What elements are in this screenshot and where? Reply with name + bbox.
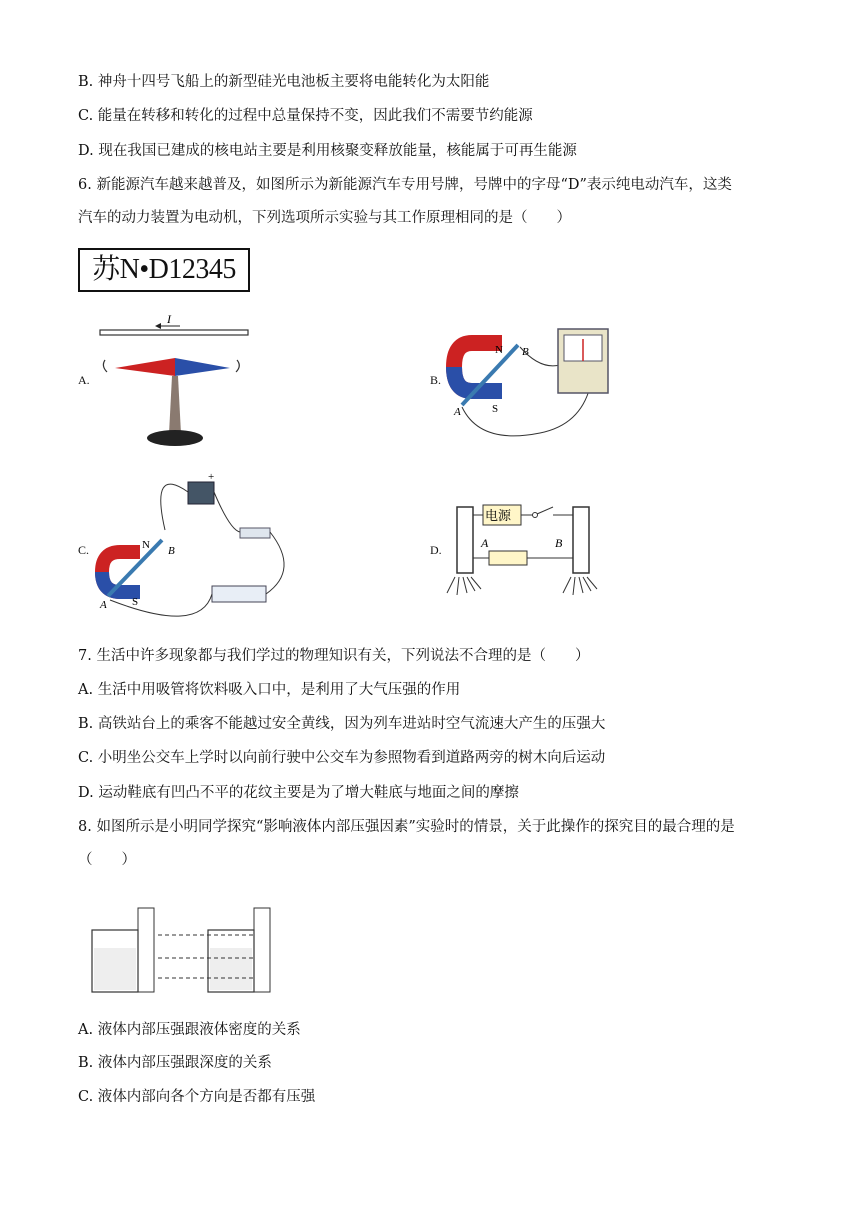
electromagnet-figure	[445, 495, 610, 600]
rheostat	[212, 586, 266, 602]
coil-left	[457, 507, 473, 573]
liquid-left	[94, 948, 136, 990]
s-pole-label: S	[132, 596, 139, 608]
option-a-label: A.	[78, 373, 90, 387]
end-b-label: B	[522, 346, 529, 358]
end-b-label: B	[168, 545, 175, 557]
s-pole-label: S	[492, 403, 499, 415]
option-d-label: D.	[430, 543, 442, 557]
pins-left	[447, 577, 481, 595]
u-tube-left	[138, 908, 154, 992]
n-pole-label: N	[142, 539, 150, 551]
wire-2	[214, 492, 240, 532]
wire-3	[266, 532, 284, 594]
coil-right	[573, 507, 589, 573]
power-label: 电源	[485, 509, 512, 524]
battery	[188, 482, 214, 504]
battery-plus-label: +	[208, 471, 215, 483]
needle-north	[115, 358, 175, 376]
q8-option-c: C. 液体内部向各个方向是否都有压强	[78, 1089, 316, 1105]
liquid-right	[210, 948, 252, 990]
coil-b-label: B	[555, 536, 563, 550]
switch-lever	[537, 507, 553, 514]
q6-stem-line-2: 汽车的动力装置为电动机，下列选项所示实验与其工作原理相同的是（ ）	[78, 210, 571, 226]
wire-1	[161, 484, 188, 530]
pressure-gauge-figure	[88, 900, 288, 1000]
q8-stem-line-2: （ ）	[78, 852, 136, 868]
n-pole-label: N	[495, 344, 503, 356]
option-c-label: C.	[78, 543, 90, 557]
pins-right	[563, 577, 597, 595]
rotation-mark-left	[103, 360, 107, 372]
q7-option-d: D. 运动鞋底有凹凸不平的花纹主要是为了增大鞋底与地面之间的摩擦	[78, 785, 519, 801]
q5-option-b: B. 神舟十四号飞船上的新型硅光电池板主要将电能转化为太阳能	[78, 74, 490, 90]
q8-option-b: B. 液体内部压强跟深度的关系	[78, 1055, 272, 1071]
q7-option-a: A. 生活中用吸管将饮料吸入口中，是利用了大气压强的作用	[78, 682, 461, 698]
q7-stem: 7. 生活中许多现象都与我们学过的物理知识有关，下列说法不合理的是（ ）	[78, 648, 590, 664]
coil-a-label: A	[481, 536, 489, 550]
needle-stand	[169, 376, 181, 434]
magnet-s-pole	[482, 383, 502, 399]
stand-base	[147, 430, 203, 446]
u-tube-right	[254, 908, 270, 992]
switch	[240, 528, 270, 538]
oersted-figure	[95, 310, 255, 455]
motor-figure	[90, 470, 300, 635]
q6-stem-line-1: 6. 新能源汽车越来越普及，如图所示为新能源汽车专用号牌，号牌中的字母“D”表示纯电动汽车，这类	[78, 177, 732, 193]
q5-option-d: D. 现在我国已建成的核电站主要是利用核聚变释放能量，核能属于可再生能源	[78, 143, 577, 159]
option-b-label: B.	[430, 373, 442, 387]
rotation-mark-right	[236, 360, 239, 372]
switch-pivot	[533, 513, 538, 518]
q5-option-c: C. 能量在转移和转化的过程中总量保持不变，因此我们不需要节约能源	[78, 108, 533, 124]
resistor	[489, 551, 527, 565]
generator-figure	[440, 325, 620, 440]
end-a-label: A	[454, 406, 461, 418]
current-arrowhead	[155, 323, 161, 329]
q7-option-c: C. 小明坐公交车上学时以向前行驶中公交车为参照物看到道路两旁的树木向后运动	[78, 750, 606, 766]
current-label: I	[167, 312, 171, 326]
q7-option-b: B. 高铁站台上的乘客不能越过安全黄线，因为列车进站时空气流速大产生的压强大	[78, 716, 606, 732]
needle-south	[175, 358, 230, 376]
q8-option-a: A. 液体内部压强跟液体密度的关系	[78, 1022, 301, 1038]
q8-stem-line-1: 8. 如图所示是小明同学探究“影响液体内部压强因素”实验时的情景，关于此操作的探究目的最合理的是	[78, 819, 735, 835]
end-a-label: A	[100, 599, 107, 611]
wire	[100, 330, 248, 335]
license-plate: 苏N•D12345	[78, 248, 250, 292]
